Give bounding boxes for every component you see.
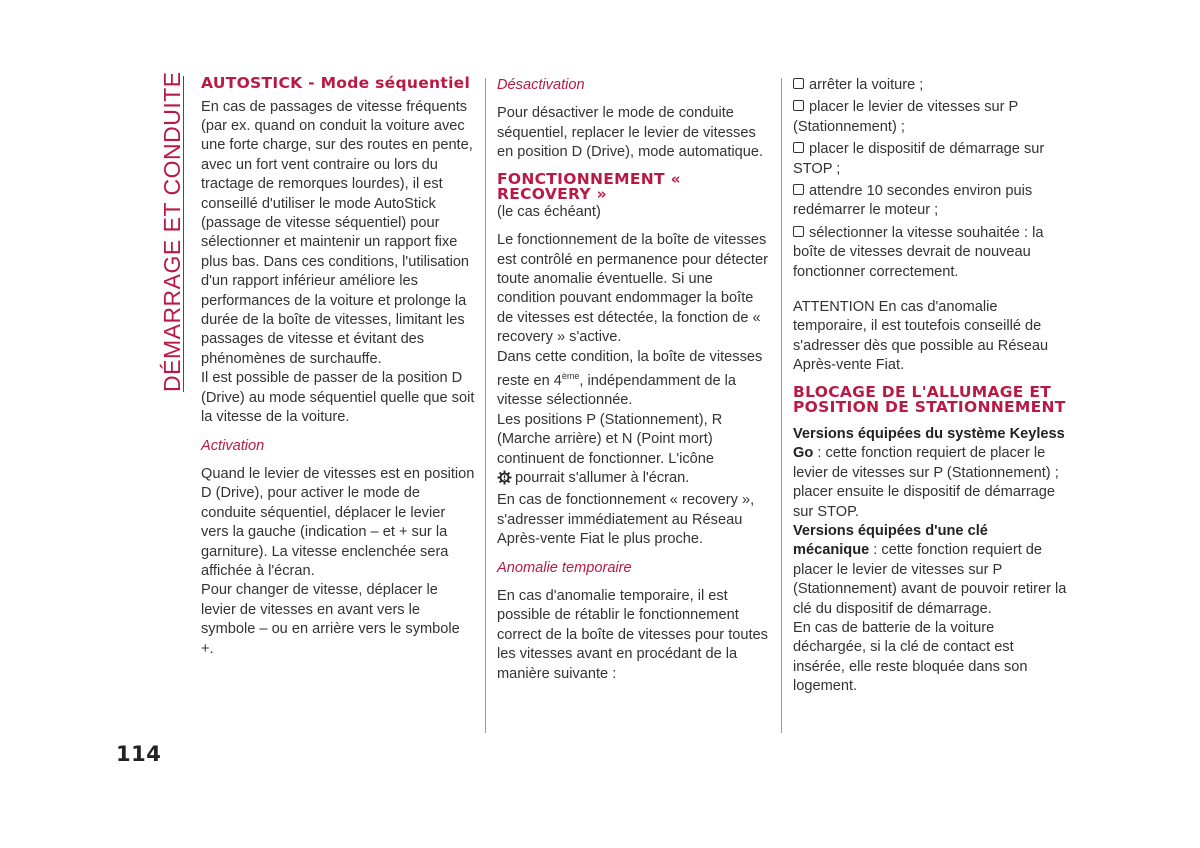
paragraph: En cas d'anomalie temporaire, il est possible de rétablir le fonctionnement correct de la boîte de vitesses pour toutes les vitesses avant en procédant de la manière suivante : <box>497 587 768 682</box>
heading-autostick: AUTOSTICK - Mode séquentiel <box>201 74 471 92</box>
paragraph: En cas de passages de vitesse fréquents (par ex. quand on conduit la voiture avec une forte charge, sur des routes en pente, avec un fort vent contraire ou lors du tractage de remorques lourdes), il est conseillé d'utiliser le mode AutoStick (passage de vitesse séquentiel) pour sélectionner et maintenir un rapport fixe plus bas. Dans ces conditions, l'utilisation d'un rapport inférieur améliore les performances de la voiture et prolonge la durée de la boîte de vitesses, limitant les passages de vitesse et évitant des phénomènes de surchauffe. <box>201 98 473 367</box>
paragraph: Versions équipées d'une clé mécanique : cette fonction requiert de placer le levier de vitesses sur P (Stationnement) avant de pouvoir retirer la clé du dispositif de démarrage. <box>793 522 1067 617</box>
paragraph: Il est possible de passer de la position D (Drive) au mode séquentiel quelle que soit la vitesse de la voiture. <box>201 370 475 426</box>
paragraph: Les positions P (Stationnement), R (Marche arrière) et N (Point mort) continuent de fonctionner. L'icône pourrait s'allumer à l'écran. <box>497 411 772 492</box>
section-title-text: DÉMARRAGE ET CONDUITE <box>159 71 185 392</box>
paragraph: Dans cette condition, la boîte de vitesses reste en 4ème, indépendamment de la vitesse sélectionnée. <box>497 348 763 409</box>
checkbox-bullet-icon <box>793 184 804 195</box>
heading-note: (le cas échéant) <box>497 203 601 220</box>
paragraph: Pour désactiver le mode de conduite séquentiel, replacer le levier de vitesses en position D (Drive), mode automatique. <box>497 105 764 161</box>
subheading-activation: Activation <box>201 437 265 454</box>
list-item: placer le levier de vitesses sur P (Stationnement) ; <box>793 99 1019 135</box>
page-number: 114 <box>116 742 162 766</box>
checkbox-bullet-icon <box>793 142 804 153</box>
column-divider <box>485 78 486 733</box>
attention-note: ATTENTION En cas d'anomalie temporaire, il est toutefois conseillé de s'adresser dès que possible au Réseau Après-vente Fiat. <box>793 299 1049 374</box>
list-item: arrêter la voiture ; <box>793 76 1068 95</box>
paragraph: Quand le levier de vitesses est en position D (Drive), pour activer le mode de conduite séquentiel, déplacer le levier vers la gauche (indication – et + sur la garniture). La vitesse enclenchée sera affichée à l'écran. <box>201 465 475 579</box>
section-side-title <box>143 71 185 392</box>
paragraph: En cas de fonctionnement « recovery », s'adresser immédiatement au Réseau Après-vente Fiat le plus proche. <box>497 492 755 548</box>
list-item: attendre 10 secondes environ puis redémarrer le moteur ; <box>793 183 1033 219</box>
column-divider <box>781 78 782 733</box>
paragraph: Pour changer de vitesse, déplacer le levier de vitesses en avant vers le symbole – ou en arrière vers le symbole +. <box>201 582 460 657</box>
paragraph: Le fonctionnement de la boîte de vitesses est contrôlé en permanence pour détecter toute anomalie éventuelle. Si une condition pouvant endommager la boîte de vitesses est détectée, la fonction de « recovery » s'active. <box>497 232 768 346</box>
checkbox-bullet-icon <box>793 100 804 111</box>
paragraph: En cas de batterie de la voiture déchargée, si la clé de contact est insérée, elle reste bloquée dans son logement. <box>793 619 1028 695</box>
column-2 <box>497 76 772 684</box>
heading-recovery: FONCTIONNEMENT « RECOVERY » <box>497 169 681 204</box>
subheading-anomaly: Anomalie temporaire <box>497 559 632 576</box>
column-3 <box>793 76 1068 697</box>
heading-ignition-lock: BLOCAGE DE L'ALLUMAGE ET POSITION DE STATIONNEMENT <box>793 382 1066 417</box>
checkbox-bullet-icon <box>793 226 804 237</box>
column-1 <box>201 76 476 659</box>
list-item: sélectionner la vitesse souhaitée : la boîte de vitesses devrait de nouveau fonctionner correctement. <box>793 224 1044 280</box>
paragraph: Versions équipées du système Keyless Go : cette fonction requiert de placer le levier de vitesses sur P (Stationnement) ; placer ensuite le dispositif de démarrage sur STOP. <box>793 425 1065 520</box>
checkbox-bullet-icon <box>793 78 804 89</box>
subheading-deactivation: Désactivation <box>497 77 585 93</box>
gear-warning-icon <box>497 470 512 491</box>
list-item: placer le dispositif de démarrage sur STOP ; <box>793 141 1045 177</box>
